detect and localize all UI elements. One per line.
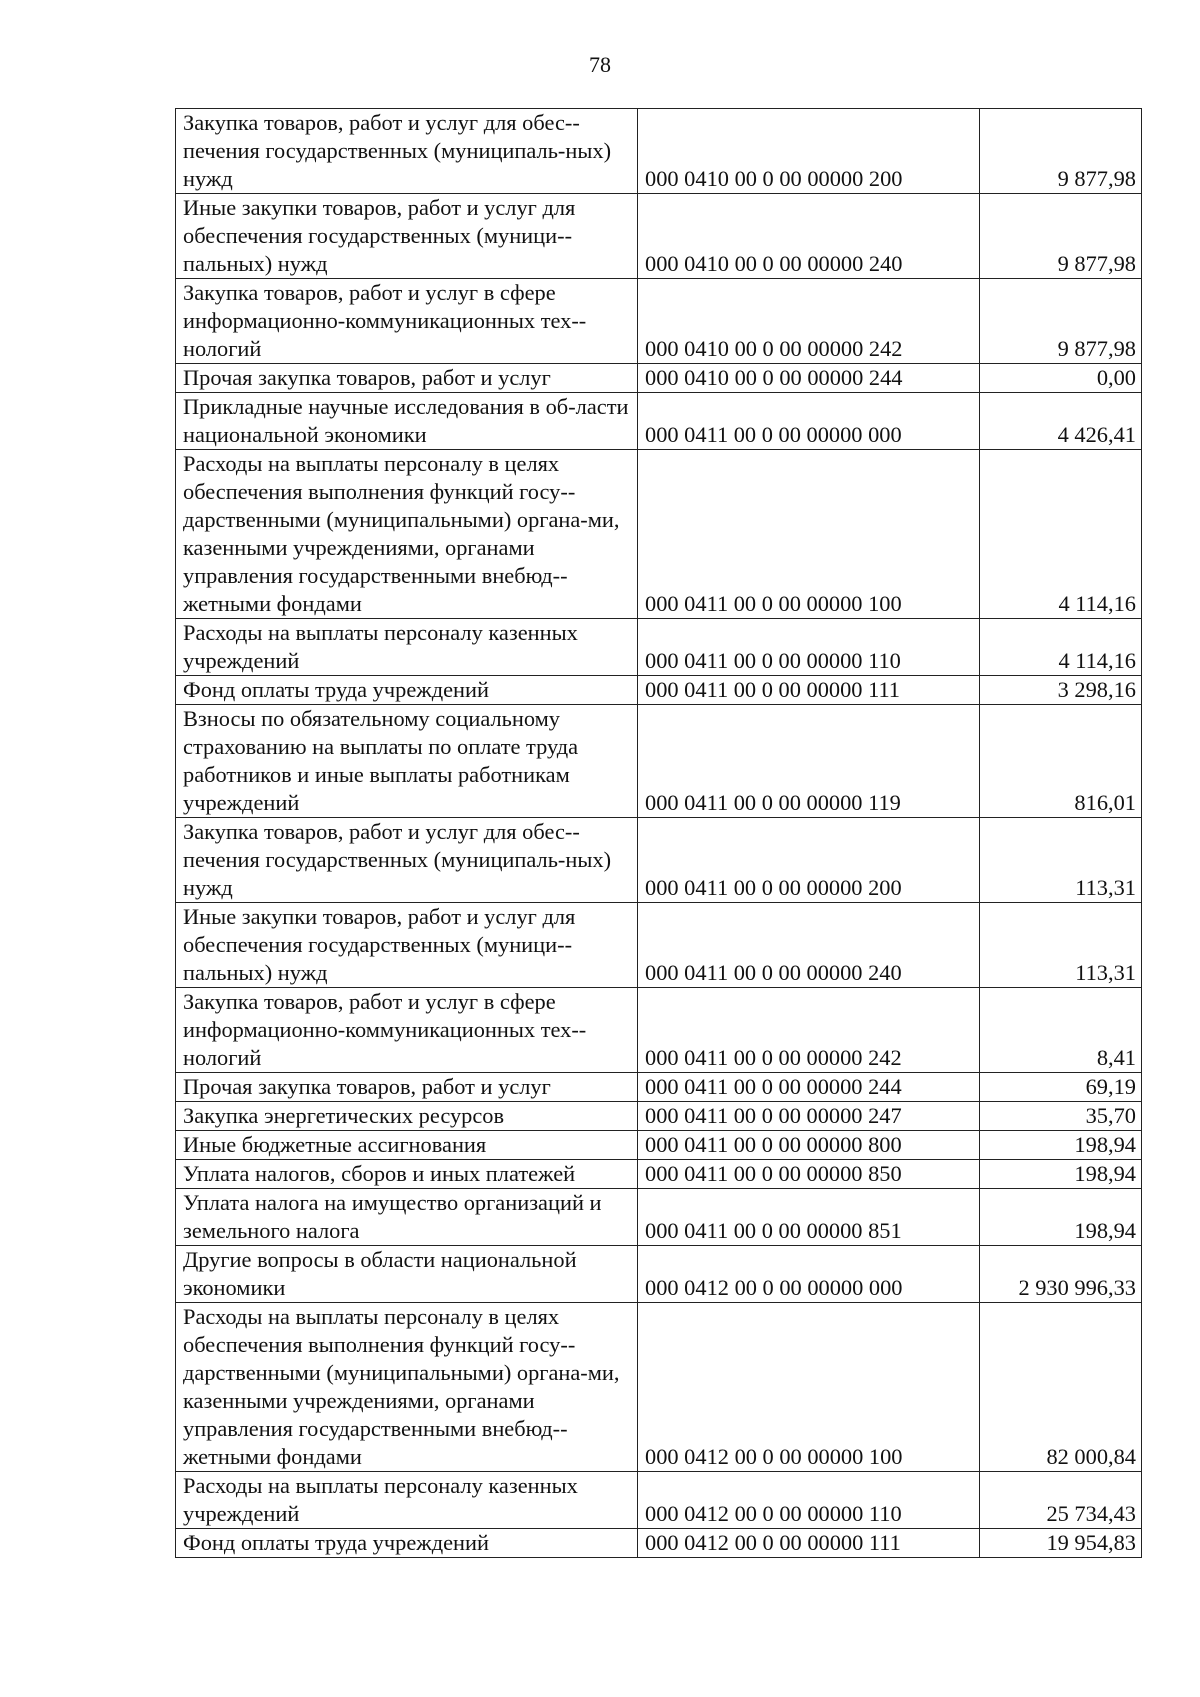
table-row [176,194,1142,279]
budget-code: 000 0410 00 0 00 00000 242 [638,279,980,364]
line-item-name: Прочая закупка товаров, работ и услуг [176,1073,638,1102]
amount: 198,94 [980,1189,1142,1246]
table-row [176,1303,1142,1472]
budget-code: 000 0411 00 0 00 00000 242 [638,988,980,1073]
budget-code: 000 0410 00 0 00 00000 240 [638,194,980,279]
line-item-name: Иные бюджетные ассигнования [176,1131,638,1160]
amount: 816,01 [980,705,1142,818]
line-item-name: Взносы по обязательному социальному страхованию на выплаты по оплате труда работников и иные выплаты работникам учреждений [176,705,638,818]
line-item-name: Фонд оплаты труда учреждений [176,676,638,705]
amount: 198,94 [980,1160,1142,1189]
budget-code: 000 0411 00 0 00 00000 000 [638,393,980,450]
amount: 113,31 [980,818,1142,903]
amount: 9 877,98 [980,109,1142,194]
line-item-name: Закупка товаров, работ и услуг в сфере информационно-коммуникационных тех-нологий [176,988,638,1073]
amount: 35,70 [980,1102,1142,1131]
amount: 82 000,84 [980,1303,1142,1472]
budget-table [175,108,1142,1558]
table-row [176,619,1142,676]
table-row [176,1472,1142,1529]
table-row [176,1189,1142,1246]
budget-code: 000 0411 00 0 00 00000 111 [638,676,980,705]
line-item-name: Уплата налогов, сборов и иных платежей [176,1160,638,1189]
table-row [176,988,1142,1073]
budget-code: 000 0412 00 0 00 00000 000 [638,1246,980,1303]
table-row [176,1102,1142,1131]
page-number: 78 [589,52,611,77]
line-item-name: Закупка товаров, работ и услуг для обес-печения государственных (муниципаль-ных) нужд [176,109,638,194]
budget-code: 000 0411 00 0 00 00000 850 [638,1160,980,1189]
table-row [176,450,1142,619]
amount: 25 734,43 [980,1472,1142,1529]
amount: 4 426,41 [980,393,1142,450]
amount: 9 877,98 [980,279,1142,364]
table-row [176,364,1142,393]
line-item-name: Иные закупки товаров, работ и услуг для обеспечения государственных (муници-пальных) нужд [176,903,638,988]
amount: 9 877,98 [980,194,1142,279]
budget-code: 000 0410 00 0 00 00000 200 [638,109,980,194]
amount: 0,00 [980,364,1142,393]
line-item-name: Прочая закупка товаров, работ и услуг [176,364,638,393]
budget-code: 000 0411 00 0 00 00000 119 [638,705,980,818]
line-item-name: Другие вопросы в области национальной экономики [176,1246,638,1303]
table-row [176,1529,1142,1558]
amount: 19 954,83 [980,1529,1142,1558]
table-row [176,676,1142,705]
line-item-name: Закупка товаров, работ и услуг в сфере информационно-коммуникационных тех-нологий [176,279,638,364]
line-item-name: Закупка товаров, работ и услуг для обес-печения государственных (муниципаль-ных) нужд [176,818,638,903]
amount: 8,41 [980,988,1142,1073]
line-item-name: Уплата налога на имущество организаций и земельного налога [176,1189,638,1246]
budget-code: 000 0412 00 0 00 00000 111 [638,1529,980,1558]
budget-code: 000 0411 00 0 00 00000 247 [638,1102,980,1131]
line-item-name: Фонд оплаты труда учреждений [176,1529,638,1558]
amount: 3 298,16 [980,676,1142,705]
line-item-name: Расходы на выплаты персоналу казенных учреждений [176,619,638,676]
line-item-name: Иные закупки товаров, работ и услуг для обеспечения государственных (муници-пальных) нужд [176,194,638,279]
budget-code: 000 0411 00 0 00 00000 100 [638,450,980,619]
budget-table-body [176,109,1142,1558]
table-row [176,1073,1142,1102]
budget-code: 000 0411 00 0 00 00000 110 [638,619,980,676]
budget-code: 000 0412 00 0 00 00000 100 [638,1303,980,1472]
amount: 69,19 [980,1073,1142,1102]
table-row [176,1160,1142,1189]
budget-code: 000 0411 00 0 00 00000 244 [638,1073,980,1102]
budget-code: 000 0411 00 0 00 00000 851 [638,1189,980,1246]
table-row [176,705,1142,818]
line-item-name: Прикладные научные исследования в об-ласти национальной экономики [176,393,638,450]
amount: 198,94 [980,1131,1142,1160]
budget-code: 000 0411 00 0 00 00000 800 [638,1131,980,1160]
budget-code: 000 0411 00 0 00 00000 200 [638,818,980,903]
amount: 4 114,16 [980,619,1142,676]
budget-code: 000 0410 00 0 00 00000 244 [638,364,980,393]
budget-code: 000 0411 00 0 00 00000 240 [638,903,980,988]
table-row [176,903,1142,988]
table-row [176,1131,1142,1160]
table-row [176,1246,1142,1303]
line-item-name: Закупка энергетических ресурсов [176,1102,638,1131]
line-item-name: Расходы на выплаты персоналу казенных учреждений [176,1472,638,1529]
table-row [176,279,1142,364]
budget-code: 000 0412 00 0 00 00000 110 [638,1472,980,1529]
amount: 4 114,16 [980,450,1142,619]
amount: 113,31 [980,903,1142,988]
amount: 2 930 996,33 [980,1246,1142,1303]
line-item-name: Расходы на выплаты персоналу в целях обеспечения выполнения функций госу-дарственными (муниципальными) органа-ми, казенными учреждениями, органами управления государственными внебюд-жетными фондами [176,450,638,619]
line-item-name: Расходы на выплаты персоналу в целях обеспечения выполнения функций госу-дарственными (муниципальными) органа-ми, казенными учреждениями, органами управления государственными внебюд-жетными фондами [176,1303,638,1472]
table-row [176,109,1142,194]
table-row [176,818,1142,903]
table-row [176,393,1142,450]
